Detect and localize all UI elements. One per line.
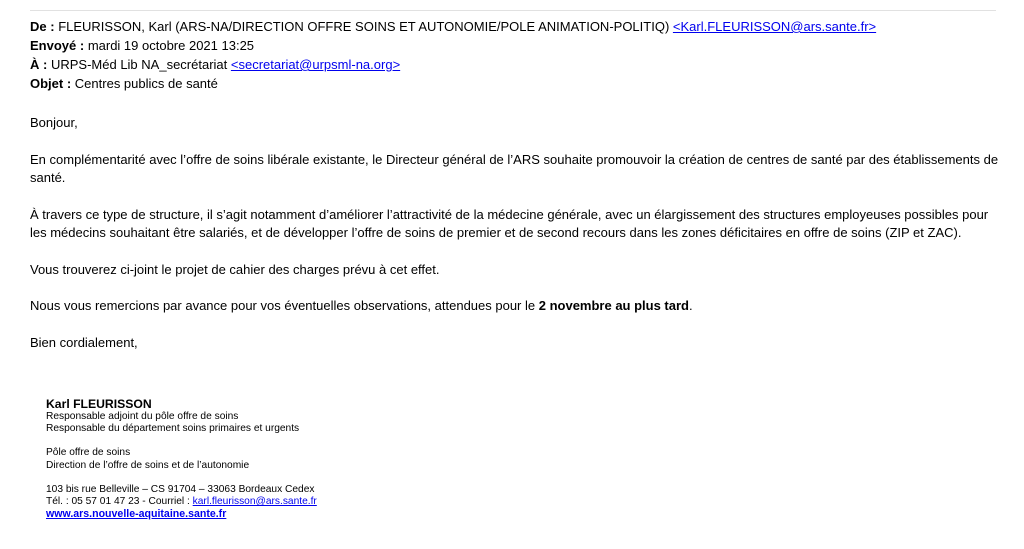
paragraph-complementarity: En complémentarité avec l’offre de soins libérale existante, le Directeur général de l’ARS souhaite promouvoir la création de centres de santé par des établissements de santé. bbox=[30, 152, 999, 185]
signature-website-link[interactable]: www.ars.nouvelle-aquitaine.sante.fr bbox=[46, 508, 227, 521]
signature-address: 103 bis rue Belleville – CS 91704 – 33063 Bordeaux Cedex bbox=[46, 483, 315, 495]
signature-dept-1: Pôle offre de soins bbox=[46, 447, 131, 459]
deadline-text: 2 novembre au plus tard bbox=[538, 298, 689, 313]
signature-contact bbox=[46, 496, 317, 508]
subject-label: Objet : bbox=[30, 76, 72, 91]
email-header bbox=[30, 17, 876, 93]
email-signature bbox=[46, 397, 317, 521]
signature-phone: Tél. : 05 57 01 47 23 - Courriel : bbox=[46, 496, 193, 508]
to-email-link[interactable]: <secretariat@urpsml-na.org> bbox=[230, 57, 401, 72]
to-line bbox=[30, 55, 876, 74]
closing: Bien cordialement, bbox=[30, 335, 138, 350]
signature-role-1: Responsable adjoint du pôle offre de soins bbox=[46, 411, 239, 422]
signature-role-2: Responsable du département soins primaires et urgents bbox=[46, 423, 300, 435]
greeting: Bonjour, bbox=[30, 115, 78, 130]
signature-name: Karl FLEURISSON bbox=[46, 397, 152, 411]
paragraph-attachment: Vous trouverez ci-joint le projet de cahier des charges prévu à cet effet. bbox=[30, 262, 440, 277]
to-label: À : bbox=[30, 57, 48, 72]
from-label: De : bbox=[30, 19, 55, 34]
header-divider bbox=[30, 10, 996, 11]
observations-end: . bbox=[689, 298, 693, 313]
email-body bbox=[30, 114, 1000, 370]
signature-dept-2: Direction de l’offre de soins et de l’autonomie bbox=[46, 459, 250, 471]
observations-text: Nous vous remercions par avance pour vos éventuelles observations, attendues pour le bbox=[30, 298, 539, 313]
paragraph-observations bbox=[30, 297, 1000, 315]
from-line bbox=[30, 17, 876, 36]
subject-value: Centres publics de santé bbox=[74, 76, 218, 91]
to-value: URPS-Méd Lib NA_secrétariat bbox=[50, 57, 228, 72]
sent-label: Envoyé : bbox=[30, 38, 85, 53]
signature-spacer-2 bbox=[46, 472, 317, 484]
signature-spacer-1 bbox=[46, 435, 317, 447]
sent-line bbox=[30, 36, 876, 55]
subject-line bbox=[30, 74, 876, 93]
from-email-link[interactable]: <Karl.FLEURISSON@ars.sante.fr> bbox=[672, 19, 877, 34]
signature-email-link[interactable]: karl.fleurisson@ars.sante.fr bbox=[192, 496, 317, 508]
paragraph-structure: À travers ce type de structure, il s’agit notamment d’améliorer l’attractivité de la médecine générale, avec un élargissement des structures employeuses possibles pour les médecins souhaitant être salariés, et de développer l’offre de soins de premier et de second recours dans les zones déficitaires en offre de soins (ZIP et ZAC). bbox=[30, 207, 989, 240]
sent-value: mardi 19 octobre 2021 13:25 bbox=[87, 38, 255, 53]
from-value: FLEURISSON, Karl (ARS-NA/DIRECTION OFFRE SOINS ET AUTONOMIE/POLE ANIMATION-POLITIQ) bbox=[58, 19, 670, 34]
